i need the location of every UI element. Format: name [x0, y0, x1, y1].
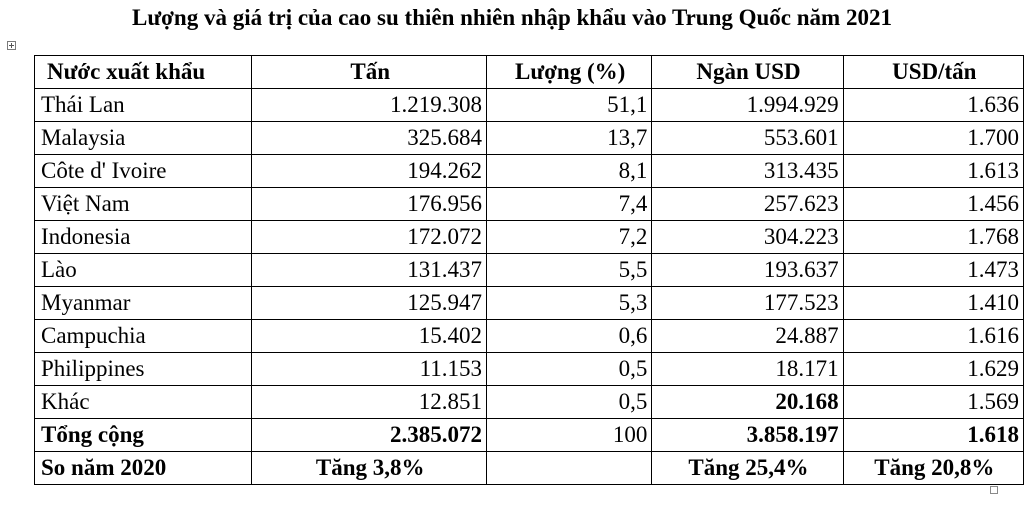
usd-thousand-cell: 18.171	[652, 353, 843, 386]
header-country: Nước xuất khẩu	[35, 56, 252, 89]
share-cell: 0,5	[486, 353, 651, 386]
country-cell: Myanmar	[35, 287, 252, 320]
table-row	[35, 254, 1024, 287]
usd-thousand-cell: 177.523	[652, 287, 843, 320]
country-cell: Thái Lan	[35, 89, 252, 122]
usd-thousand-cell: 313.435	[652, 155, 843, 188]
country-cell: Malaysia	[35, 122, 252, 155]
tons-cell: 194.262	[252, 155, 487, 188]
compare-usd-per-ton: Tăng 20,8%	[843, 452, 1023, 485]
header-row	[35, 56, 1024, 89]
compare-usd-thousand: Tăng 25,4%	[652, 452, 843, 485]
total-row	[35, 419, 1024, 452]
table-row	[35, 221, 1024, 254]
country-cell: Campuchia	[35, 320, 252, 353]
tons-cell: 131.437	[252, 254, 487, 287]
share-cell: 51,1	[486, 89, 651, 122]
table-resize-handle[interactable]	[990, 486, 998, 494]
compare-share	[486, 452, 651, 485]
usd-per-ton-cell: 1.616	[843, 320, 1023, 353]
table-row	[35, 155, 1024, 188]
share-cell: 0,5	[486, 386, 651, 419]
share-cell: 7,4	[486, 188, 651, 221]
usd-per-ton-cell: 1.768	[843, 221, 1023, 254]
table-title: Lượng và giá trị của cao su thiên nhiên nhập khẩu vào Trung Quốc năm 2021	[132, 5, 892, 30]
country-cell: Philippines	[35, 353, 252, 386]
tons-cell: 125.947	[252, 287, 487, 320]
table-row	[35, 353, 1024, 386]
tons-cell: 325.684	[252, 122, 487, 155]
compare-label: So năm 2020	[35, 452, 252, 485]
total-share: 100	[486, 419, 651, 452]
usd-thousand-cell: 553.601	[652, 122, 843, 155]
total-usd-per-ton: 1.618	[843, 419, 1023, 452]
share-cell: 8,1	[486, 155, 651, 188]
usd-per-ton-cell: 1.473	[843, 254, 1023, 287]
country-cell: Việt Nam	[35, 188, 252, 221]
usd-per-ton-cell: 1.636	[843, 89, 1023, 122]
header-tons: Tấn	[252, 56, 487, 89]
country-cell: Indonesia	[35, 221, 252, 254]
tons-cell: 1.219.308	[252, 89, 487, 122]
table-move-handle-icon[interactable]	[7, 41, 16, 50]
tons-cell: 11.153	[252, 353, 487, 386]
header-share: Lượng (%)	[486, 56, 651, 89]
table-row	[35, 188, 1024, 221]
tons-cell: 12.851	[252, 386, 487, 419]
share-cell: 7,2	[486, 221, 651, 254]
header-usd-thousand: Ngàn USD	[652, 56, 843, 89]
country-cell: Lào	[35, 254, 252, 287]
share-cell: 13,7	[486, 122, 651, 155]
table-row	[35, 89, 1024, 122]
total-usd-thousand: 3.858.197	[652, 419, 843, 452]
usd-thousand-cell: 24.887	[652, 320, 843, 353]
usd-thousand-cell: 304.223	[652, 221, 843, 254]
share-cell: 5,5	[486, 254, 651, 287]
usd-thousand-cell: 1.994.929	[652, 89, 843, 122]
country-cell: Khác	[35, 386, 252, 419]
usd-thousand-cell: 20.168	[652, 386, 843, 419]
tons-cell: 15.402	[252, 320, 487, 353]
import-table	[34, 55, 1024, 485]
header-usd-per-ton: USD/tấn	[843, 56, 1023, 89]
usd-per-ton-cell: 1.410	[843, 287, 1023, 320]
table-row	[35, 287, 1024, 320]
usd-per-ton-cell: 1.700	[843, 122, 1023, 155]
total-label: Tổng cộng	[35, 419, 252, 452]
share-cell: 0,6	[486, 320, 651, 353]
usd-per-ton-cell: 1.456	[843, 188, 1023, 221]
tons-cell: 172.072	[252, 221, 487, 254]
total-tons: 2.385.072	[252, 419, 487, 452]
share-cell: 5,3	[486, 287, 651, 320]
table-row	[35, 320, 1024, 353]
usd-thousand-cell: 257.623	[652, 188, 843, 221]
usd-per-ton-cell: 1.629	[843, 353, 1023, 386]
usd-per-ton-cell: 1.569	[843, 386, 1023, 419]
usd-per-ton-cell: 1.613	[843, 155, 1023, 188]
table-row	[35, 386, 1024, 419]
country-cell: Côte d' Ivoire	[35, 155, 252, 188]
table-row	[35, 122, 1024, 155]
tons-cell: 176.956	[252, 188, 487, 221]
compare-tons: Tăng 3,8%	[252, 452, 487, 485]
usd-thousand-cell: 193.637	[652, 254, 843, 287]
compare-row	[35, 452, 1024, 485]
